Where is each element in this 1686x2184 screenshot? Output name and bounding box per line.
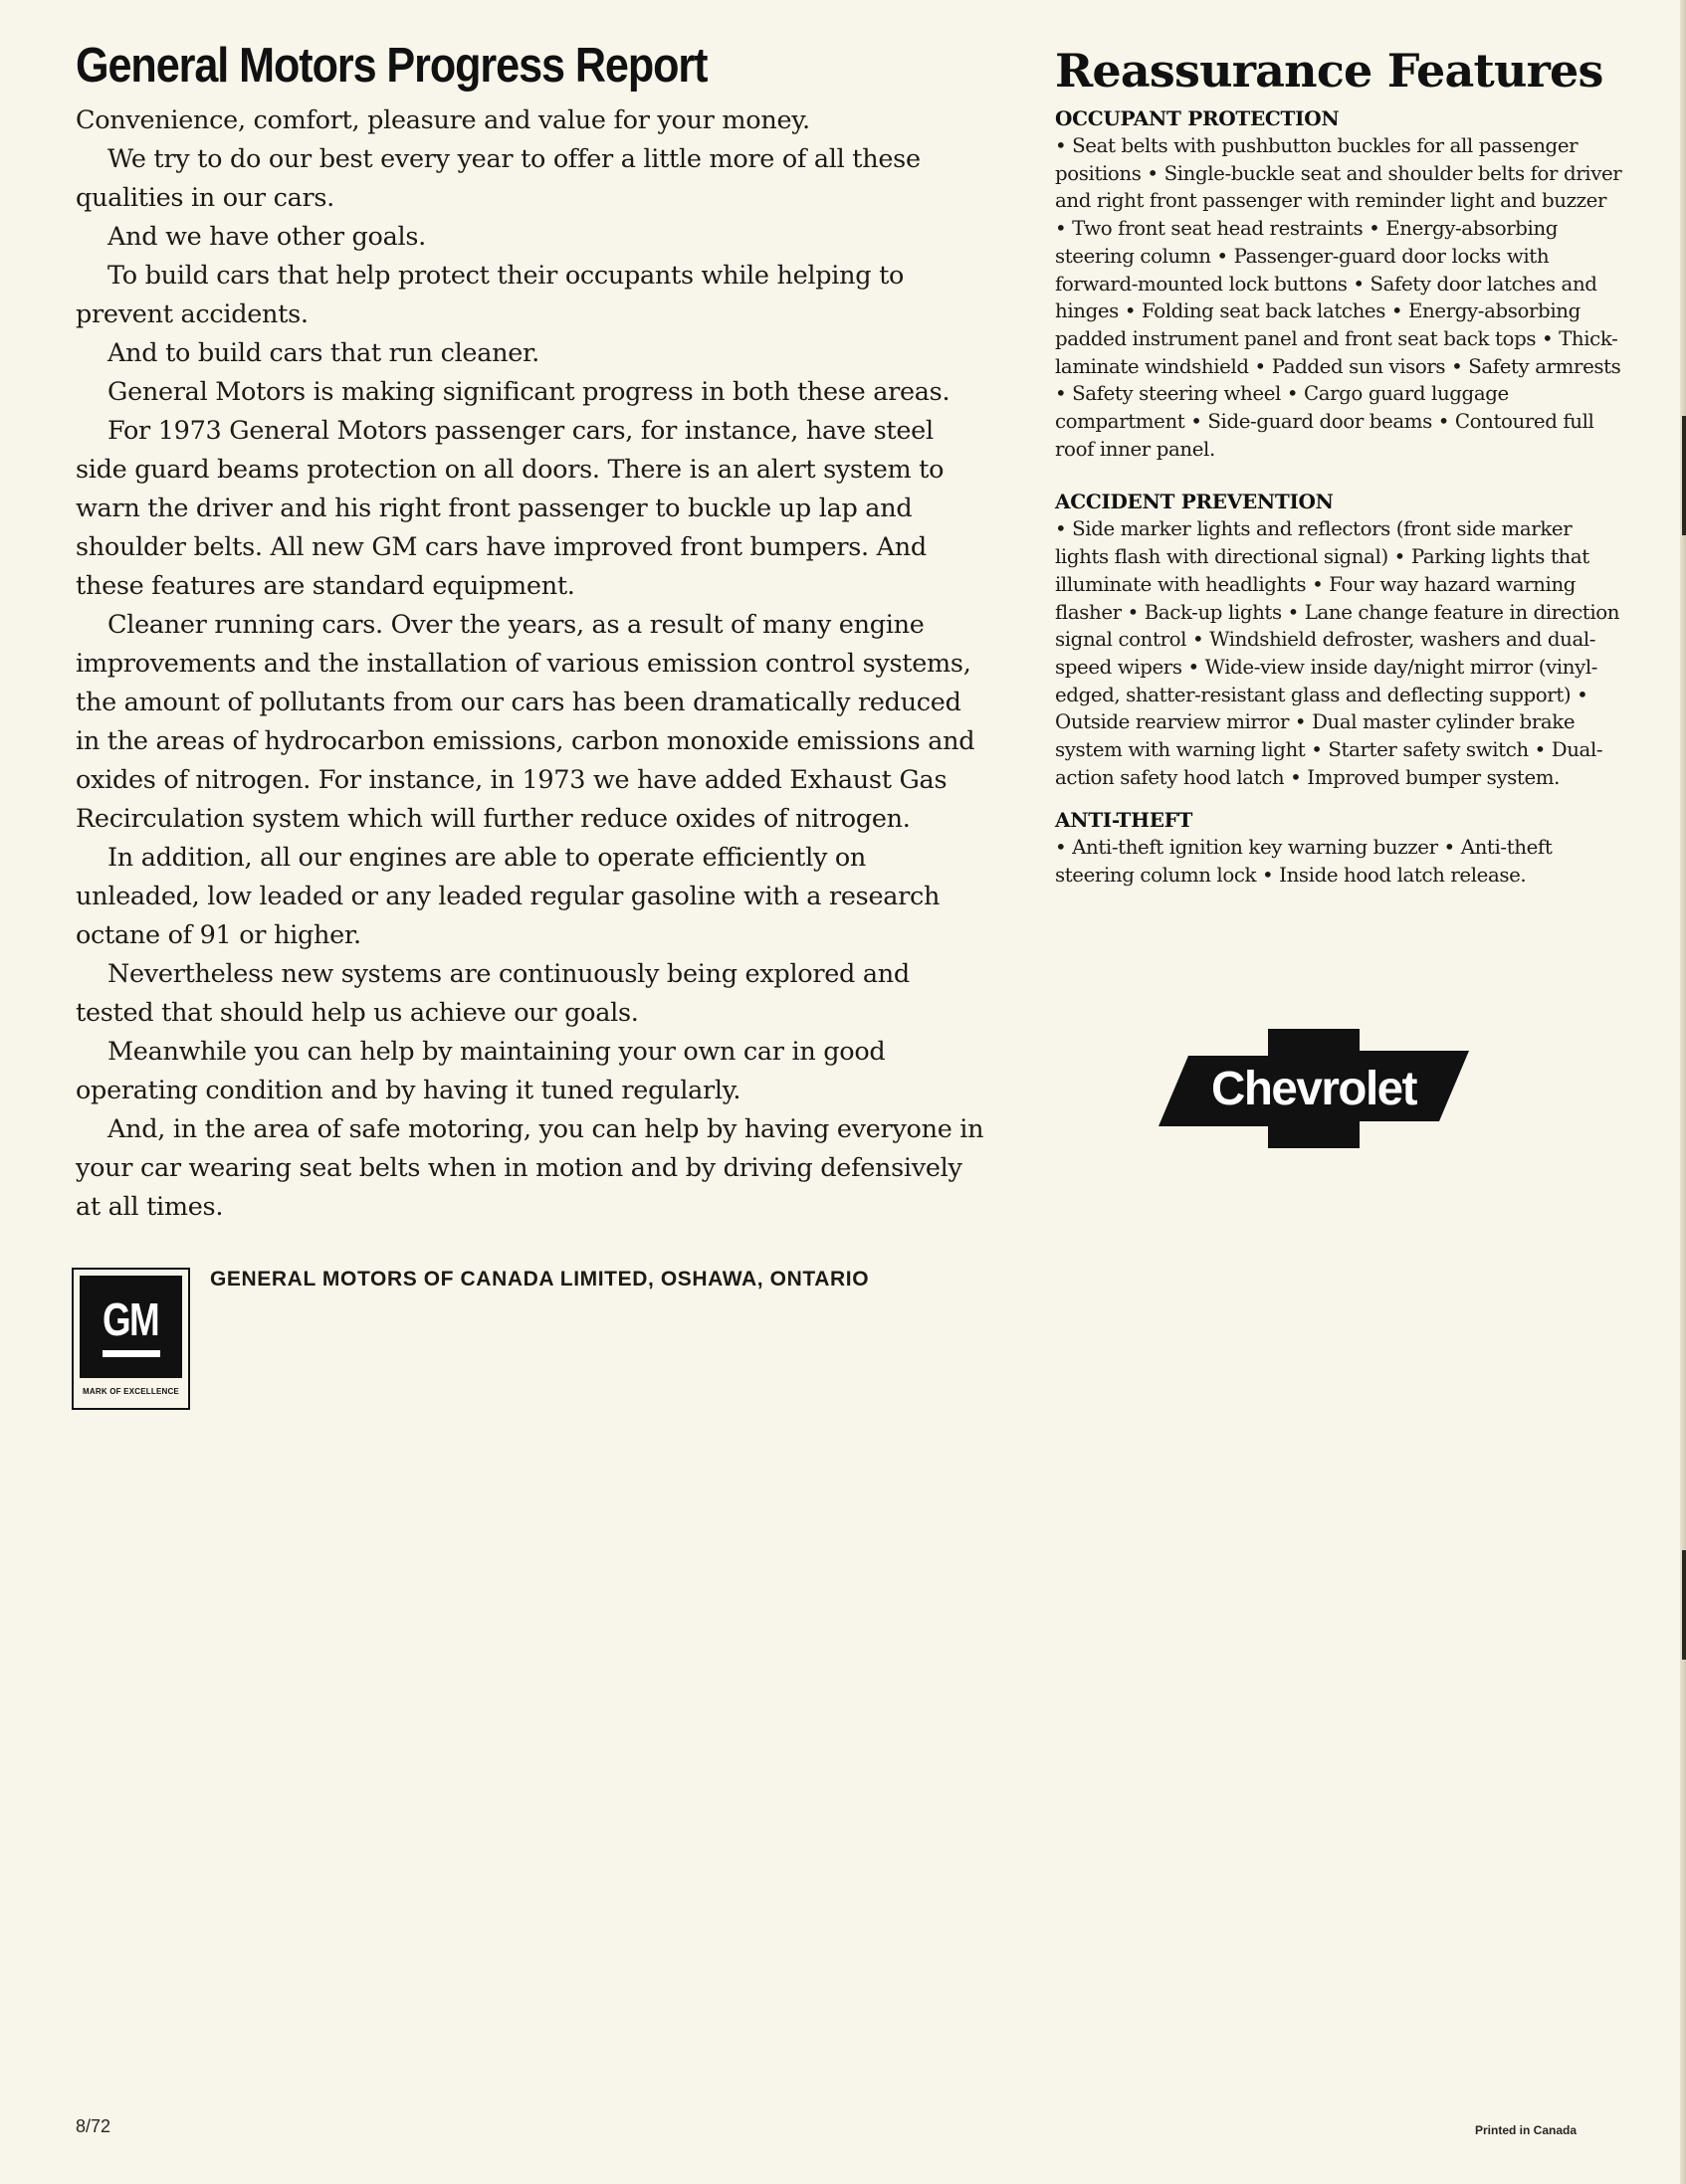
section-occupant-protection (1055, 105, 1622, 463)
paragraph: General Motors is making significant progress in both these areas. (107, 377, 950, 407)
gm-logo-mark (80, 1276, 182, 1378)
section-heading: ANTI-THEFT (1055, 808, 1193, 833)
paragraph: For 1973 General Motors passenger cars, for instance, have steel side guard beams protection on all doors. There is an alert system to warn the driver and his right front passenger to buckle up lap and shoulder belts. All new GM cars have improved front bumpers. And these features are standard equipment. (76, 416, 945, 601)
section-heading: ACCIDENT PREVENTION (1055, 490, 1334, 514)
progress-report-body (76, 101, 986, 1227)
right-column (1055, 38, 1622, 890)
paragraph: And, in the area of safe motoring, you can help by having everyone in your car wearing seat belts when in motion and by driving defensively at all times. (76, 1114, 984, 1222)
printed-in-label: Printed in Canada (1475, 2123, 1578, 2137)
features-title: Reassurance Features (1055, 44, 1603, 98)
page-edge (1680, 0, 1686, 2184)
print-date-code: 8/72 (76, 2116, 111, 2136)
page-title: General Motors Progress Report (76, 39, 708, 93)
gm-logo-tagline: MARK OF EXCELLENCE (83, 1387, 179, 1396)
paragraph: Meanwhile you can help by maintaining your own car in good operating condition and by having it tuned regularly. (76, 1037, 886, 1105)
gm-logo (72, 1268, 190, 1410)
paragraph: And to build cars that run cleaner. (107, 338, 539, 368)
bowtie-wordmark: Chevrolet (1211, 1063, 1418, 1115)
bowtie-icon (1159, 1029, 1469, 1148)
gm-logo-bar (103, 1350, 160, 1357)
paragraph: Nevertheless new systems are continuously being explored and tested that should help us achieve our goals. (76, 959, 910, 1028)
company-line: GENERAL MOTORS OF CANADA LIMITED, OSHAWA, ONTARIO (210, 1268, 870, 1291)
paragraph: To build cars that help protect their occupants while helping to prevent accidents. (76, 261, 905, 329)
paragraph: Cleaner running cars. Over the years, as a result of many engine improvements and the installation of various emission control systems, the amount of pollutants from our cars has been dramatically reduced in the areas of hydrocarbon emissions, carbon monoxide emissions and oxides of nitrogen. For instance, in 1973 we have added Exhaust Gas Recirculation system which will further reduce oxides of nitrogen. (76, 610, 975, 834)
paragraph: Convenience, comfort, pleasure and value for your money. (76, 105, 810, 135)
paragraph: In addition, all our engines are able to operate efficiently on unleaded, low leaded or any leaded regular gasoline with a research octane of 91 or higher. (76, 843, 941, 950)
section-text: • Seat belts with pushbutton buckles for all passenger positions • Single-buckle seat and shoulder belts for driver and right front passenger with reminder light and buzzer • Two front seat head restraints • Energy-absorbing steering column • Passenger-guard door locks with forward-mounted lock buttons • Safety door latches and hinges • Folding seat back latches • Energy-absorbing padded instrument panel and front seat back tops • Thick-laminate windshield • Padded sun visors • Safety armrests • Safety steering wheel • Cargo guard luggage compartment • Side-guard door beams • Contoured full roof inner panel. (1055, 134, 1622, 461)
gm-logo-letters: GM (103, 1293, 159, 1345)
chevrolet-bowtie-logo (1159, 1029, 1469, 1148)
section-heading: OCCUPANT PROTECTION (1055, 106, 1340, 130)
section-accident-prevention (1055, 489, 1622, 791)
page-edge-mark (1682, 416, 1686, 535)
left-column (76, 36, 986, 1227)
page-edge-mark (1682, 1550, 1686, 1660)
section-anti-theft (1055, 807, 1622, 889)
section-text: • Side marker lights and reflectors (front side marker lights flash with directional signal) • Parking lights that illuminate with headlights • Four way hazard warning flasher • Back-up lights • Lane change feature in direction signal control • Windshield defroster, washers and dual-speed wipers • Wide-view inside day/night mirror (vinyl-edged, shatter-resistant glass and deflecting support) • Outside rearview mirror • Dual master cylinder brake system with warning light • Starter safety switch • Dual-action safety hood latch • Improved bumper system. (1055, 517, 1620, 789)
paragraph: We try to do our best every year to offer a little more of all these qualities in our cars. (76, 144, 921, 213)
section-text: • Anti-theft ignition key warning buzzer • Anti-theft steering column lock • Inside hood latch release. (1055, 836, 1553, 888)
paragraph: And we have other goals. (107, 222, 426, 252)
